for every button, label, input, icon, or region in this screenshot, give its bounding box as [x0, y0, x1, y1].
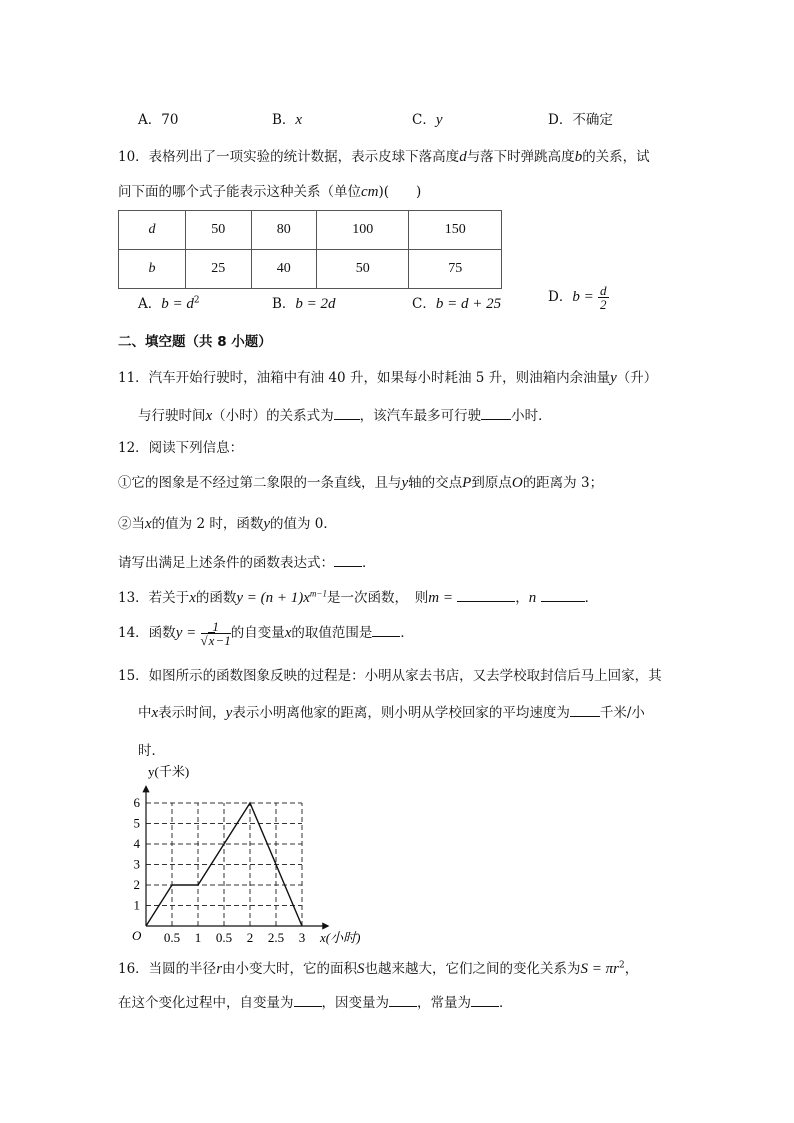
- q10-option-c: C．b = d + 25: [412, 296, 502, 312]
- answer-blank[interactable]: [334, 407, 360, 420]
- table-cell: d: [119, 211, 186, 250]
- y-tick-label: 3: [133, 856, 140, 872]
- table-cell: 100: [317, 211, 409, 250]
- table-cell: 80: [251, 211, 317, 250]
- answer-blank[interactable]: [334, 554, 362, 567]
- distance-time-chart: [120, 760, 380, 950]
- y-tick-label: 6: [133, 795, 140, 810]
- y-tick-label: 2: [133, 877, 140, 892]
- q15-line-2: 中x表示时间，y表示小明离他家的距离，则小明从学校回家的平均速度为 千米/小: [138, 705, 645, 721]
- q10-option-d: D．b = $\frac{d}{2}$: [548, 283, 607, 312]
- answer-blank[interactable]: [372, 624, 400, 637]
- x-tick-label: 0.5: [215, 930, 233, 945]
- table-cell: 75: [409, 250, 502, 289]
- chart-grid: [146, 803, 302, 926]
- y-axis-label: y(千米): [148, 764, 190, 779]
- x-tick-label: 2: [246, 930, 254, 945]
- q9-option-d: D．不确定: [548, 112, 613, 128]
- q12-item-1: ①它的图象是不经过第二象限的一条直线，且与y轴的交点P到原点O的距离为 3；: [118, 475, 604, 491]
- table-cell: 40: [251, 250, 317, 289]
- q10-option-b: B．b = 2d: [272, 296, 336, 312]
- section-heading: 二、填空题（共 8 小题）: [118, 334, 272, 350]
- answer-blank[interactable]: [294, 994, 322, 1007]
- q10-line-2: 问下面的哪个式子能表示这种关系（单位cm)( ): [118, 184, 422, 200]
- q13-line: 13．若关于x的函数$y = (n + 1)x^{m-1}$是一次函数， 则m = ，n ．: [118, 588, 599, 606]
- x-tick-label: 0.5: [163, 930, 181, 945]
- x-axis-label: x(小时): [320, 930, 361, 945]
- q12-item-2: ②当x的值为 2 时，函数y的值为 0．: [118, 516, 337, 532]
- q11-line-2: 与行驶时间x（小时）的关系式为 ，该汽车最多可行驶 小时．: [138, 408, 552, 424]
- q12-title: 12．阅读下列信息：: [118, 440, 244, 456]
- q12-prompt: 请写出满足上述条件的函数表达式： ．: [118, 555, 376, 571]
- origin-label: O: [132, 928, 142, 943]
- table-row: [119, 211, 502, 250]
- y-tick-label: 1: [133, 897, 140, 913]
- table-cell: b: [119, 250, 186, 289]
- answer-blank[interactable]: [481, 407, 511, 420]
- q15-line-3: 时．: [138, 743, 165, 759]
- answer-blank[interactable]: [389, 994, 417, 1007]
- q9-option-a: A．70: [138, 112, 179, 128]
- fraction: $\frac{d}{2}$: [600, 283, 607, 312]
- q10-option-a: A．$b = d^2$: [138, 295, 200, 312]
- q10-data-table: [118, 210, 502, 289]
- answer-blank[interactable]: [541, 589, 585, 602]
- q14-line: 14．函数y = $\frac{1}{√x-1}$ 的自变量x的取值范围是 ．: [118, 619, 414, 648]
- y-tick-label: 5: [133, 815, 140, 831]
- q16-line-1: 16．当圆的半径r由小变大时，它的面积S也越来越大，它们之间的变化关系为$S = \pi r^2$，: [118, 960, 639, 977]
- q16-line-2: 在这个变化过程中，自变量为 ，因变量为 ，常量为 ．: [118, 995, 513, 1011]
- answer-blank[interactable]: [457, 589, 515, 602]
- q15-line-1: 15．如图所示的函数图象反映的过程是：小明从家去书店，又去学校取封信后马上回家，其: [118, 668, 662, 684]
- x-tick-label: 3: [298, 930, 306, 945]
- y-tick-label: 4: [133, 836, 140, 851]
- x-tick-label: 1: [194, 930, 202, 945]
- table-cell: 150: [409, 211, 502, 250]
- answer-blank[interactable]: [471, 994, 499, 1007]
- table-cell: 50: [186, 211, 252, 250]
- q10-line-1: 10．表格列出了一项实验的统计数据，表示皮球下落高度d与落下时弹跳高度b的关系，试: [118, 149, 650, 165]
- x-tick-label: 2.5: [267, 930, 285, 945]
- table-row: [119, 250, 502, 289]
- table-cell: 25: [186, 250, 252, 289]
- table-cell: 50: [317, 250, 409, 289]
- q11-line-1: 11．汽车开始行驶时，油箱中有油 40 升，如果每小时耗油 5 升，则油箱内余油量y（升）: [118, 370, 658, 386]
- q9-option-c: C．y: [412, 112, 443, 128]
- q9-option-b: B．x: [272, 112, 303, 128]
- fraction: $\frac{1}{√x-1}$: [200, 619, 231, 648]
- answer-blank[interactable]: [570, 704, 600, 717]
